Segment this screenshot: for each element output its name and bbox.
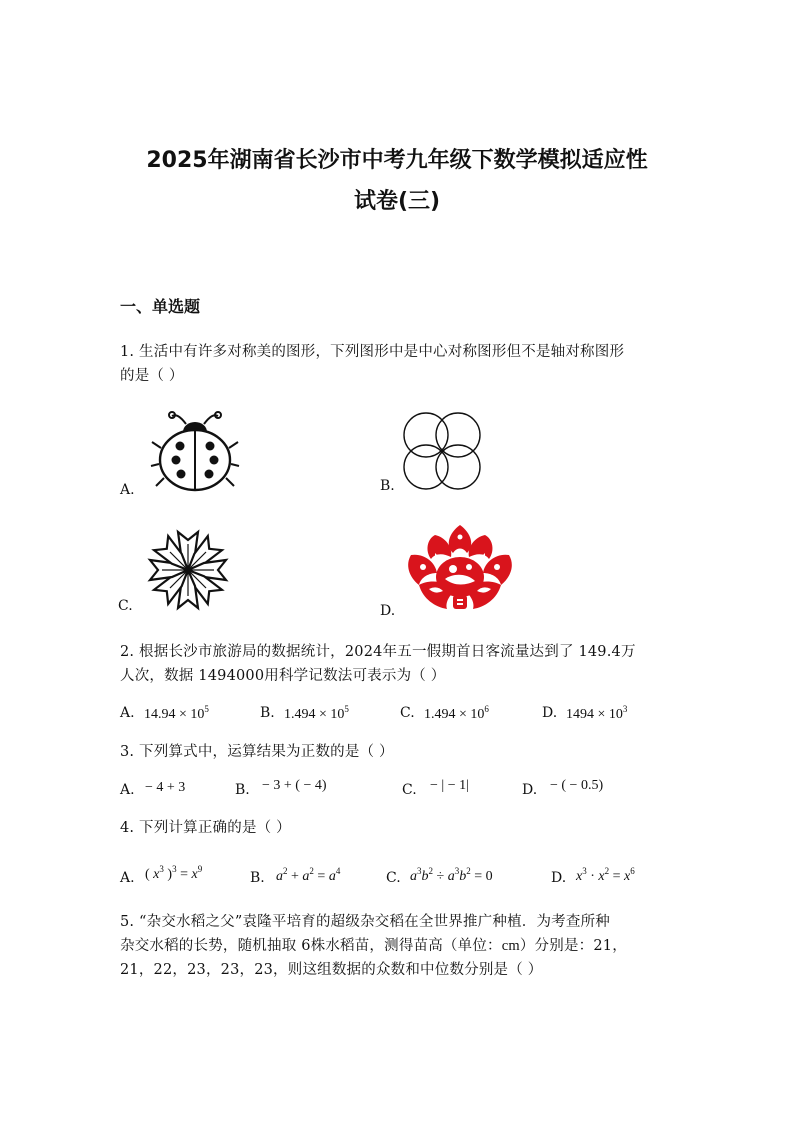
q2-option-a-label: A. — [120, 705, 135, 721]
question-5-line2: 杂交水稻的长势，随机抽取 6株水稻苗，测得苗高（单位：cm）分别是：21， — [120, 938, 627, 954]
snowflake-icon — [140, 525, 236, 615]
paper-cut-flower-icon — [405, 523, 515, 613]
q4-option-b-label: B. — [250, 870, 265, 886]
q1-option-c-label: C. — [118, 598, 133, 614]
q3-option-c-expression: − | − 1| — [430, 778, 469, 793]
q2-option-b-label: B. — [260, 705, 275, 721]
q3-option-b-expression: − 3 + ( − 4) — [262, 778, 327, 793]
q3-option-d-expression: − ( − 0.5) — [550, 778, 604, 793]
q3-option-c-label: C. — [402, 782, 417, 798]
q2-option-b-expression: $1.494 \times 10^5$ — [284, 704, 349, 722]
question-2-line1: 2. 根据长沙市旅游局的数据统计，2024年五一假期首日客流量达到了 149.4万 — [120, 644, 636, 660]
four-circles-icon — [400, 408, 484, 494]
q2-option-a-expression: $14.94 \times 10^5$ — [144, 704, 209, 722]
q1-option-d-label: D. — [380, 603, 396, 619]
question-5-line1: 5. “杂交水稻之父”袁隆平培育的超级杂交稻在全世界推广种植．为考查所种 — [120, 914, 610, 930]
section-heading-single-choice: 一、单选题 — [120, 297, 201, 316]
q3-option-d-label: D. — [522, 782, 538, 798]
q3-option-b-label: B. — [235, 782, 250, 798]
question-3-line1: 3. 下列算式中，运算结果为正数的是（ ） — [120, 744, 394, 760]
unit-cm: cm — [501, 938, 520, 954]
q2-option-d-expression: $1494 \times 10^3$ — [566, 704, 628, 722]
q4-option-b-expression: $a^2 + a^2 = a^4$ — [276, 866, 341, 884]
document-title-line2: 试卷(三) — [353, 189, 441, 214]
q4-option-a-label: A. — [120, 870, 135, 886]
q4-option-c-label: C. — [386, 870, 401, 886]
question-1-line1: 1. 生活中有许多对称美的图形，下列图形中是中心对称图形但不是轴对称图形 — [120, 344, 625, 360]
question-2-line2: 人次，数据 1494000用科学记数法可表示为（ ） — [120, 668, 446, 684]
q3-option-a-label: A. — [120, 782, 135, 798]
question-4-line1: 4. 下列计算正确的是（ ） — [120, 820, 291, 836]
q2-option-c-expression: $1.494 \times 10^6$ — [424, 704, 489, 722]
q4-option-a-expression: ( $x^3$ )$^3 = x^9$ — [145, 864, 203, 882]
document-title-line1: 2025年湖南省长沙市中考九年级下数学模拟适应性 — [146, 148, 648, 173]
q3-option-a-expression: − 4 + 3 — [145, 780, 186, 795]
ladybug-icon — [150, 408, 240, 494]
q2-option-d-label: D. — [542, 705, 558, 721]
q1-option-b-label: B. — [380, 478, 395, 494]
q2-option-c-label: C. — [400, 705, 415, 721]
question-5-line3: 21，22，23，23，23，则这组数据的众数和中位数分别是（ ） — [120, 962, 543, 978]
q4-option-c-expression: $a^3b^2 \div a^3b^2 = 0$ — [410, 866, 493, 884]
question-1-line2: 的是（ ） — [120, 368, 184, 384]
q4-option-d-label: D. — [551, 870, 567, 886]
q1-option-a-label: A. — [120, 482, 135, 498]
q4-option-d-expression: $x^3 \cdot x^2 = x^6$ — [576, 866, 635, 884]
